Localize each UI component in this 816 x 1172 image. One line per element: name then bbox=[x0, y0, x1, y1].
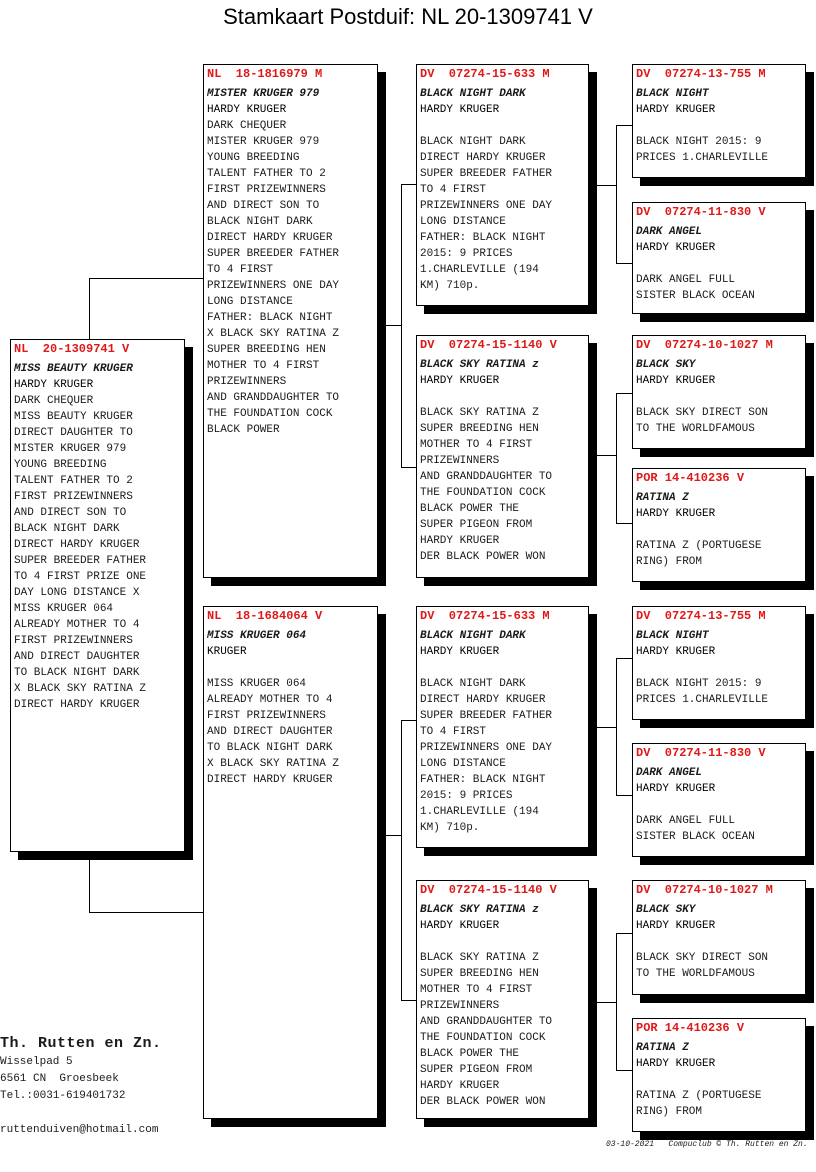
pigeon-owner: HARDY KRUGER bbox=[636, 920, 716, 932]
connector-line bbox=[616, 658, 617, 795]
pigeon-note-line bbox=[636, 522, 802, 538]
pigeon-note-line: MISTER KRUGER 979 bbox=[207, 136, 320, 148]
pigeon-card-dam-dam[interactable] bbox=[416, 880, 589, 1119]
pigeon-owner: HARDY KRUGER bbox=[420, 920, 500, 932]
pigeon-note-line: SUPER BREEDING HEN bbox=[207, 344, 326, 356]
pigeon-note-line: DARK ANGEL FULL bbox=[636, 815, 736, 827]
pigeon-note-line: AND GRANDDAUGHTER TO bbox=[420, 1016, 553, 1028]
pigeon-note-line: BLACK SKY DIRECT SON bbox=[636, 407, 769, 419]
connector-line bbox=[596, 727, 616, 728]
pigeon-card-dam[interactable] bbox=[203, 606, 378, 1119]
pigeon-owner: HARDY KRUGER bbox=[636, 1058, 716, 1070]
pigeon-card-sd-dam[interactable] bbox=[632, 468, 806, 582]
pigeon-note-line bbox=[420, 934, 585, 950]
pigeon-note-line: BLACK POWER bbox=[207, 424, 280, 436]
breeder-name: Th. Rutten en Zn. bbox=[0, 1035, 162, 1052]
pigeon-note-line: FIRST PRIZEWINNERS bbox=[14, 635, 133, 647]
connector-line bbox=[401, 467, 416, 468]
pigeon-note-line: DARK ANGEL FULL bbox=[636, 274, 736, 286]
connector-line bbox=[616, 523, 632, 524]
pigeon-owner: KRUGER bbox=[207, 646, 247, 658]
pigeon-card-ss-dam[interactable] bbox=[632, 202, 806, 314]
connector-line bbox=[401, 720, 416, 721]
pigeon-note-line: FATHER: BLACK NIGHT bbox=[207, 312, 333, 324]
pigeon-note-line: RATINA Z (PORTUGESE bbox=[636, 540, 762, 552]
pigeon-note-line: THE FOUNDATION COCK bbox=[420, 1032, 546, 1044]
ring-number: DV 07274-15-633 M bbox=[420, 609, 550, 623]
pigeon-name: BLACK NIGHT DARK bbox=[420, 630, 526, 642]
pigeon-card-sire-dam[interactable] bbox=[416, 335, 589, 578]
pigeon-note-line: BLACK SKY RATINA Z bbox=[420, 407, 539, 419]
pigeon-note-line: TALENT FATHER TO 2 bbox=[207, 168, 326, 180]
pigeon-owner: HARDY KRUGER bbox=[636, 375, 716, 387]
pigeon-note-line: 2015: 9 PRICES bbox=[420, 248, 513, 260]
pigeon-owner: HARDY KRUGER bbox=[420, 646, 500, 658]
pigeon-note-line: BLACK NIGHT DARK bbox=[207, 216, 313, 228]
connector-line bbox=[401, 720, 402, 1000]
connector-line bbox=[616, 658, 632, 659]
pigeon-note-line: SISTER BLACK OCEAN bbox=[636, 831, 755, 843]
pigeon-note-line bbox=[420, 389, 585, 405]
pigeon-note-line: FIRST PRIZEWINNERS bbox=[207, 710, 326, 722]
pigeon-note-line bbox=[636, 660, 802, 676]
pigeon-note-line bbox=[636, 934, 802, 950]
pigeon-name: DARK ANGEL bbox=[636, 226, 703, 238]
pigeon-note-line: BLACK NIGHT 2015: 9 bbox=[636, 136, 762, 148]
pigeon-name: BLACK NIGHT DARK bbox=[420, 88, 526, 100]
pigeon-card-dam-sire[interactable] bbox=[416, 606, 589, 848]
ring-number: NL 20-1309741 V bbox=[14, 342, 130, 356]
pigeon-note-line: AND DIRECT DAUGHTER bbox=[14, 651, 140, 663]
breeder-info bbox=[0, 1034, 162, 1105]
pigeon-note-line: PRIZEWINNERS bbox=[420, 1000, 500, 1012]
pigeon-note-line: FATHER: BLACK NIGHT bbox=[420, 232, 546, 244]
breeder-email[interactable]: ruttenduiven@hotmail.com bbox=[0, 1124, 159, 1136]
ring-number: DV 07274-10-1027 M bbox=[636, 338, 773, 352]
breeder-city: 6561 CN Groesbeek bbox=[0, 1073, 119, 1085]
pigeon-name: BLACK SKY bbox=[636, 904, 696, 916]
connector-line bbox=[616, 933, 617, 1070]
ring-number: DV 07274-15-1140 V bbox=[420, 338, 557, 352]
pigeon-note-line: YOUNG BREEDING bbox=[14, 459, 107, 471]
pigeon-note-line: FIRST PRIZEWINNERS bbox=[14, 491, 133, 503]
pigeon-note-line: SUPER BREEDING HEN bbox=[420, 423, 539, 435]
pigeon-note-line: MISS BEAUTY KRUGER bbox=[14, 411, 133, 423]
pigeon-note-line: YOUNG BREEDING bbox=[207, 152, 300, 164]
ring-number: DV 07274-10-1027 M bbox=[636, 883, 773, 897]
pigeon-note-line: X BLACK SKY RATINA Z bbox=[207, 328, 340, 340]
pigeon-name: DARK ANGEL bbox=[636, 767, 703, 779]
pigeon-name: MISS BEAUTY KRUGER bbox=[14, 363, 133, 375]
pigeon-note-line bbox=[636, 256, 802, 272]
pigeon-note-line bbox=[636, 389, 802, 405]
breeder-address: Wisselpad 5 bbox=[0, 1056, 73, 1068]
pigeon-name: MISTER KRUGER 979 bbox=[207, 88, 320, 100]
pigeon-note-line: DARK CHEQUER bbox=[207, 120, 287, 132]
pigeon-note-line: SUPER PIGEON FROM bbox=[420, 1064, 533, 1076]
pigeon-note-line: PRICES 1.CHARLEVILLE bbox=[636, 694, 769, 706]
pigeon-note-line: SUPER BREEDING HEN bbox=[420, 968, 539, 980]
pigeon-note-line: FATHER: BLACK NIGHT bbox=[420, 774, 546, 786]
pigeon-note-line: DER BLACK POWER WON bbox=[420, 1096, 546, 1108]
ring-number: POR 14-410236 V bbox=[636, 1021, 745, 1035]
pigeon-note-line: DARK CHEQUER bbox=[14, 395, 94, 407]
pigeon-note-line: BLACK NIGHT DARK bbox=[420, 678, 526, 690]
connector-line bbox=[616, 933, 632, 934]
connector-line bbox=[616, 393, 632, 394]
pigeon-note-line: LONG DISTANCE bbox=[420, 216, 506, 228]
ring-number: DV 07274-15-633 M bbox=[420, 67, 550, 81]
connector-line bbox=[616, 125, 617, 263]
pigeon-note-line bbox=[420, 660, 585, 676]
pigeon-note-line: THE FOUNDATION COCK bbox=[207, 408, 333, 420]
pigeon-owner: HARDY KRUGER bbox=[207, 104, 287, 116]
connector-line bbox=[89, 912, 203, 913]
print-date: 03-10-2021 bbox=[606, 1140, 655, 1149]
pigeon-name: BLACK SKY RATINA z bbox=[420, 359, 539, 371]
connector-line bbox=[385, 325, 401, 326]
ring-number: POR 14-410236 V bbox=[636, 471, 745, 485]
pigeon-name: RATINA Z bbox=[636, 492, 689, 504]
pigeon-note-line: PRICES 1.CHARLEVILLE bbox=[636, 152, 769, 164]
ring-number: DV 07274-15-1140 V bbox=[420, 883, 557, 897]
connector-line bbox=[596, 455, 616, 456]
pigeon-note-line bbox=[420, 118, 585, 134]
pigeon-note-line: MOTHER TO 4 FIRST bbox=[207, 360, 320, 372]
pigeon-note-line: PRIZEWINNERS ONE DAY bbox=[420, 200, 553, 212]
pigeon-note-line: DIRECT HARDY KRUGER bbox=[207, 232, 333, 244]
pigeon-note-line: SUPER BREEDER FATHER bbox=[14, 555, 147, 567]
pigeon-note-line: X BLACK SKY RATINA Z bbox=[14, 683, 147, 695]
pigeon-note-line: BLACK POWER THE bbox=[420, 1048, 520, 1060]
pigeon-note-line: KM) 710p. bbox=[420, 822, 480, 834]
pigeon-note-line: HARDY KRUGER bbox=[420, 535, 500, 547]
pigeon-card-sire-sire[interactable] bbox=[416, 64, 589, 306]
pigeon-note-line: BLACK POWER THE bbox=[420, 503, 520, 515]
pigeon-note-line: MOTHER TO 4 FIRST bbox=[420, 439, 533, 451]
pigeon-card-ds-dam[interactable] bbox=[632, 743, 806, 857]
pigeon-note-line: BLACK SKY DIRECT SON bbox=[636, 952, 769, 964]
pigeon-note-line: BLACK NIGHT 2015: 9 bbox=[636, 678, 762, 690]
pigeon-note-line: AND DIRECT DAUGHTER bbox=[207, 726, 333, 738]
pigeon-note-line bbox=[636, 118, 802, 134]
pigeon-name: MISS KRUGER 064 bbox=[207, 630, 307, 642]
pigeon-note-line: RATINA Z (PORTUGESE bbox=[636, 1090, 762, 1102]
pigeon-name: BLACK SKY RATINA z bbox=[420, 904, 539, 916]
pigeon-note-line: FIRST PRIZEWINNERS bbox=[207, 184, 326, 196]
pigeon-card-ds-sire[interactable] bbox=[632, 606, 806, 720]
ring-number: NL 18-1816979 M bbox=[207, 67, 323, 81]
pigeon-note-line: LONG DISTANCE bbox=[420, 758, 506, 770]
pigeon-note-line: ALREADY MOTHER TO 4 bbox=[14, 619, 140, 631]
pigeon-owner: HARDY KRUGER bbox=[636, 104, 716, 116]
pigeon-note-line: AND DIRECT SON TO bbox=[207, 200, 320, 212]
pigeon-note-line: TO 4 FIRST PRIZE ONE bbox=[14, 571, 147, 583]
pigeon-note-line: DIRECT HARDY KRUGER bbox=[14, 699, 140, 711]
connector-line bbox=[401, 184, 416, 185]
pigeon-note-line: PRIZEWINNERS ONE DAY bbox=[207, 280, 340, 292]
pigeon-note-line: RING) FROM bbox=[636, 1106, 703, 1118]
pigeon-note-line: AND DIRECT SON TO bbox=[14, 507, 127, 519]
pigeon-owner: HARDY KRUGER bbox=[636, 242, 716, 254]
pigeon-note-line: TO BLACK NIGHT DARK bbox=[207, 742, 333, 754]
pigeon-note-line: TO BLACK NIGHT DARK bbox=[14, 667, 140, 679]
connector-line bbox=[385, 835, 401, 836]
pigeon-note-line: DAY LONG DISTANCE X bbox=[14, 587, 140, 599]
pigeon-owner: HARDY KRUGER bbox=[636, 508, 716, 520]
connector-line bbox=[616, 795, 632, 796]
pigeon-note-line: SUPER BREEDER FATHER bbox=[207, 248, 340, 260]
pigeon-note-line: AND GRANDDAUGHTER TO bbox=[420, 471, 553, 483]
connector-line bbox=[616, 263, 632, 264]
page-title: Stamkaart Postduif: NL 20-1309741 V bbox=[223, 4, 593, 29]
breeder-phone: Tel.:0031-619401732 bbox=[0, 1090, 126, 1102]
pigeon-note-line: ALREADY MOTHER TO 4 bbox=[207, 694, 333, 706]
pigeon-card-ss-sire[interactable] bbox=[632, 64, 806, 178]
pigeon-note-line: MOTHER TO 4 FIRST bbox=[420, 984, 533, 996]
pigeon-card-subject[interactable] bbox=[10, 339, 185, 852]
pigeon-note-line: SUPER PIGEON FROM bbox=[420, 519, 533, 531]
pigeon-note-line: RING) FROM bbox=[636, 556, 703, 568]
connector-line bbox=[401, 184, 402, 467]
pigeon-note-line: AND GRANDDAUGHTER TO bbox=[207, 392, 340, 404]
connector-line bbox=[616, 393, 617, 523]
ring-number: DV 07274-11-830 V bbox=[636, 746, 766, 760]
pigeon-note-line: PRIZEWINNERS bbox=[207, 376, 287, 388]
pigeon-note-line: PRIZEWINNERS bbox=[420, 455, 500, 467]
connector-line bbox=[616, 1070, 632, 1071]
connector-line bbox=[401, 1000, 416, 1001]
pigeon-note-line: DIRECT DAUGHTER TO bbox=[14, 427, 133, 439]
pigeon-name: BLACK SKY bbox=[636, 359, 696, 371]
ring-number: DV 07274-11-830 V bbox=[636, 205, 766, 219]
pigeon-note-line bbox=[207, 660, 374, 676]
pigeon-owner: HARDY KRUGER bbox=[420, 375, 500, 387]
pigeon-note-line: 1.CHARLEVILLE (194 bbox=[420, 264, 539, 276]
pigeon-note-line bbox=[636, 797, 802, 813]
connector-line bbox=[89, 278, 203, 279]
pigeon-card-sire[interactable] bbox=[203, 64, 378, 578]
pigeon-card-dd-sire[interactable] bbox=[632, 880, 806, 995]
pigeon-note-line: SUPER BREEDER FATHER bbox=[420, 168, 553, 180]
pigeon-note-line: TO 4 FIRST bbox=[207, 264, 274, 276]
pigeon-note-line: TALENT FATHER TO 2 bbox=[14, 475, 133, 487]
pigeon-name: BLACK NIGHT bbox=[636, 88, 709, 100]
connector-line bbox=[89, 278, 90, 339]
pigeon-note-line: DIRECT HARDY KRUGER bbox=[14, 539, 140, 551]
pigeon-note-line: DIRECT HARDY KRUGER bbox=[207, 774, 333, 786]
pigeon-note-line: DER BLACK POWER WON bbox=[420, 551, 546, 563]
pigeon-note-line bbox=[636, 1072, 802, 1088]
footer-credit: Compuclub © Th. Rutten en Zn. bbox=[668, 1140, 808, 1149]
pigeon-owner: HARDY KRUGER bbox=[636, 783, 716, 795]
pigeon-note-line: X BLACK SKY RATINA Z bbox=[207, 758, 340, 770]
pigeon-name: RATINA Z bbox=[636, 1042, 689, 1054]
pigeon-note-line: THE FOUNDATION COCK bbox=[420, 487, 546, 499]
pigeon-note-line: TO THE WORLDFAMOUS bbox=[636, 423, 755, 435]
pigeon-note-line: DIRECT HARDY KRUGER bbox=[420, 694, 546, 706]
connector-line bbox=[596, 1002, 616, 1003]
pigeon-note-line: PRIZEWINNERS ONE DAY bbox=[420, 742, 553, 754]
pigeon-note-line: MISS KRUGER 064 bbox=[207, 678, 307, 690]
pigeon-card-dd-dam[interactable] bbox=[632, 1018, 806, 1132]
pigeon-note-line: BLACK NIGHT DARK bbox=[420, 136, 526, 148]
pigeon-note-line: SUPER BREEDER FATHER bbox=[420, 710, 553, 722]
pigeon-owner: HARDY KRUGER bbox=[636, 646, 716, 658]
pigeon-card-sd-sire[interactable] bbox=[632, 335, 806, 449]
connector-line bbox=[596, 185, 616, 186]
connector-line bbox=[616, 125, 632, 126]
pigeon-note-line: BLACK SKY RATINA Z bbox=[420, 952, 539, 964]
pigeon-owner: HARDY KRUGER bbox=[420, 104, 500, 116]
pigeon-owner: HARDY KRUGER bbox=[14, 379, 94, 391]
pigeon-note-line: 2015: 9 PRICES bbox=[420, 790, 513, 802]
footer bbox=[606, 1140, 808, 1149]
pigeon-note-line: BLACK NIGHT DARK bbox=[14, 523, 120, 535]
ring-number: NL 18-1684064 V bbox=[207, 609, 323, 623]
ring-number: DV 07274-13-755 M bbox=[636, 609, 766, 623]
pigeon-note-line: HARDY KRUGER bbox=[420, 1080, 500, 1092]
pigeon-note-line: MISS KRUGER 064 bbox=[14, 603, 114, 615]
ring-number: DV 07274-13-755 M bbox=[636, 67, 766, 81]
pigeon-note-line: TO THE WORLDFAMOUS bbox=[636, 968, 755, 980]
pigeon-note-line: 1.CHARLEVILLE (194 bbox=[420, 806, 539, 818]
pigeon-note-line: DIRECT HARDY KRUGER bbox=[420, 152, 546, 164]
pigeon-note-line: MISTER KRUGER 979 bbox=[14, 443, 127, 455]
pigeon-note-line: TO 4 FIRST bbox=[420, 184, 487, 196]
pigeon-note-line: SISTER BLACK OCEAN bbox=[636, 290, 755, 302]
pigeon-note-line: LONG DISTANCE bbox=[207, 296, 293, 308]
pigeon-note-line: KM) 710p. bbox=[420, 280, 480, 292]
connector-line bbox=[89, 859, 90, 912]
pigeon-note-line: TO 4 FIRST bbox=[420, 726, 487, 738]
pigeon-name: BLACK NIGHT bbox=[636, 630, 709, 642]
